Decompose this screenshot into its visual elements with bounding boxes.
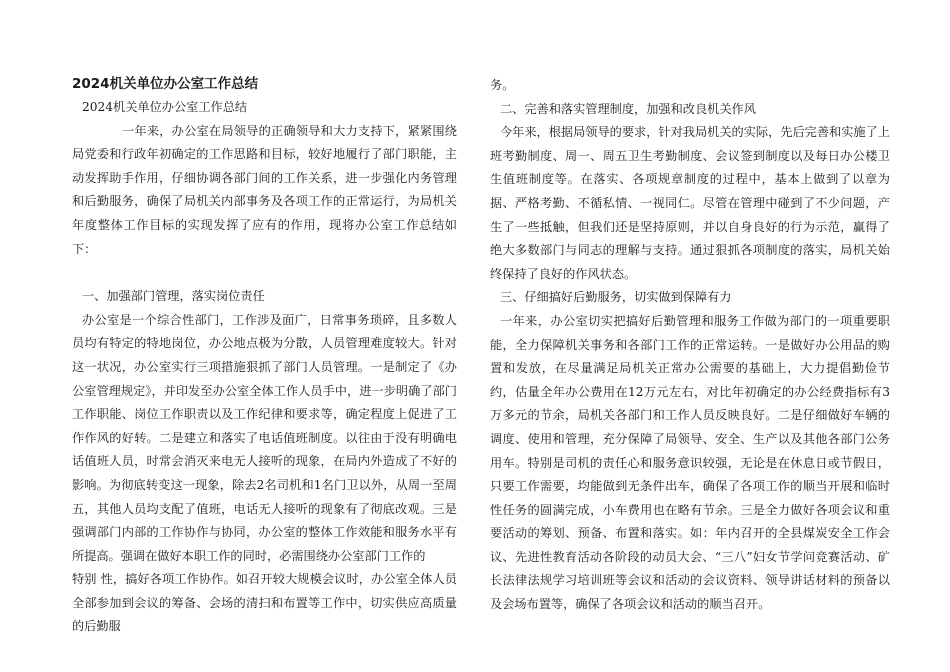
section2-heading: 二、完善和落实管理制度，加强和改良机关作风 xyxy=(500,101,756,116)
section1-body: 办公室是一个综合性部门，工作涉及面广，日常事务琐碎，且多数人员均有特定的特地岗位，办公地点极为分散，人员管理难度较大。针对这一状况，办公室实行三项措施狠抓了部门人员管理。一是制定了《办公室管理规定》，并印发至办公室全体工作人员手中，进一步明确了部门工作职能、岗位工作职责以及工作纪律和要求等，确定程度上促进了工作作风的好转。二是建立和落实了电话值班制度。以往由于没有明确电话值班人员，时常会消灭来电无人接听的现象，在局内外造成了不好的影响。为彻底转变这一现象，除去2名司机和1名门卫以外，从周一至周五，其他人员均支配了值班，电话无人接听的现象有了彻底改观。三是强调部门内部的工作协作与协同，办公室的整体工作效能和服务水平有所提高。强调在做好本职工作的同时，必需围绕办公室部门工作的 xyxy=(72,312,457,563)
section2-body: 今年来，根据局领导的要求，针对我局机关的实际，先后完善和实施了上班考勤制度、周一、周五卫生考勤制度、会议签到制度以及每日办公楼卫生值班制度等。在落实、各项规章制度的过程中，基本上做到了以章为据、严格考勤、不循私情、一视同仁。尽管在管理中碰到了不少问题，产生了一些抵触，但我们还是坚持原则，并以自身良好的行为示范，赢得了绝大多数部门与同志的理解与支持。通过狠抓各项制度的落实，局机关始终保持了良好的作风状态。 xyxy=(490,125,890,281)
paragraph-gap xyxy=(72,261,457,285)
section1-body-continued: 特别 性，搞好各项工作协作。如召开较大规模会议时，办公室全体人员全部参加到会议的筹备、会场的清扫和布置等工作中，切实供应高质量的后勤服 xyxy=(72,572,457,634)
left-column xyxy=(72,72,457,639)
intro-paragraph: 一年来，办公室在局领导的正确领导和大力支持下，紧紧围绕局党委和行政年初确定的工作思路和目标，较好地履行了部门职能，主动发挥助手作用，仔细协调各部门间的工作关系，进一步强化内务管理和后勤服务，确保了局机关内部事务及各项工作的正常运行，为局机关年度整体工作目标的实现发挥了应有的作用，现将办公室工作总结如下： xyxy=(72,123,457,256)
document-subtitle: 2024机关单位办公室工作总结 xyxy=(82,100,248,114)
document-title: 2024机关单位办公室工作总结 xyxy=(72,76,259,92)
section1-tail: 务。 xyxy=(490,78,515,92)
section1-heading: 一、加强部门管理，落实岗位责任 xyxy=(82,289,265,304)
section3-heading: 三、仔细搞好后勤服务，切实做到保障有力 xyxy=(500,290,732,305)
section3-body: 一年来，办公室切实把搞好后勤管理和服务工作做为部门的一项重要职能，全力保障机关事务和各部门工作的正常运转。一是做好办公用品的购置和发放，在尽量满足局机关正常办公需要的基础上，大力提倡勤俭节约，估量全年办公费用在12万元左右，对比年初确定的办公经费指标有3万多元的节余，局机关各部门和工作人员反映良好。二是仔细做好车辆的调度、使用和管理，充分保障了局领导、安全、生产以及其他各部门公务用车。特别是司机的责任心和服务意识较强，无论是在休息日或节假日，只要工作需要，均能做到无条件出车，确保了各项工作的顺当开展和临时性任务的圆满完成，小车费用也在略有节余。三是全力做好各项会议和重要活动的筹划、预备、布置和落实。如：年内召开的全县煤炭安全工作会议、先进性教育活动各阶段的动员大会、“三八”妇女节学问竞赛活动、矿长法律法规学习培训班等会议和活动的会议资料、领导讲话材料的预备以及会场布置等，确保了各项会议和活动的顺当召开。 xyxy=(490,313,890,612)
right-column xyxy=(490,74,890,617)
